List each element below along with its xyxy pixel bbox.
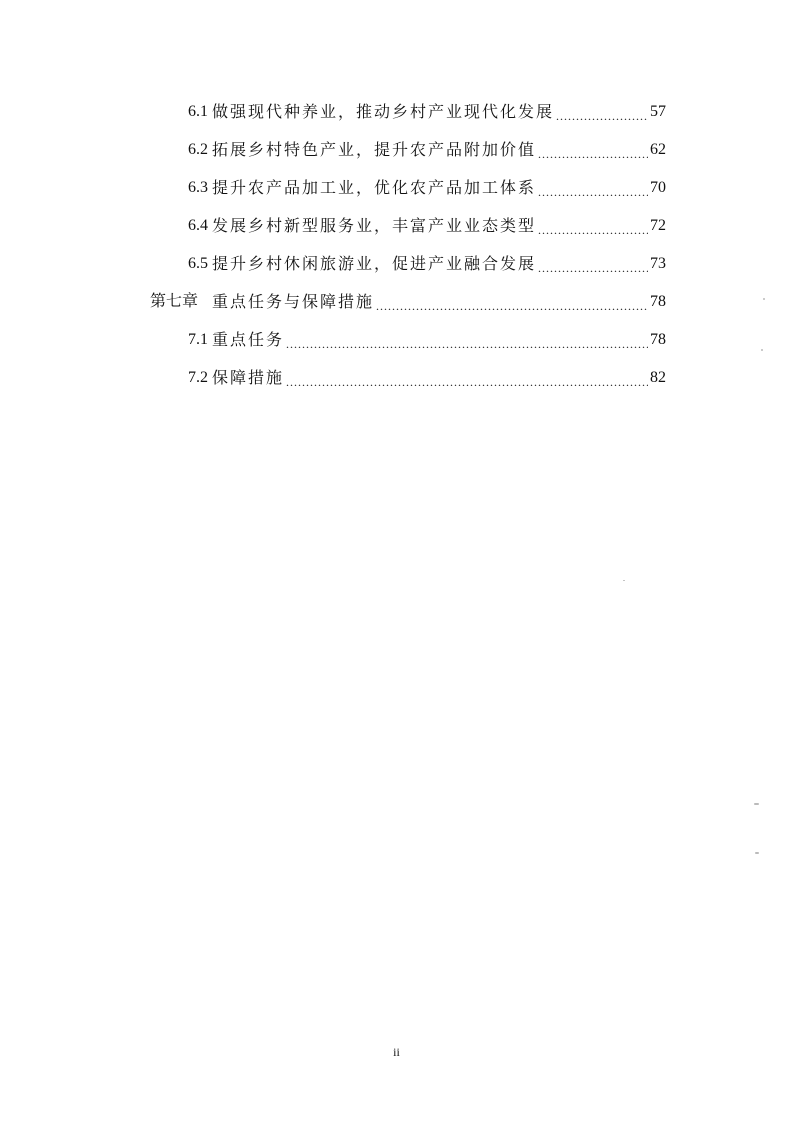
toc-entry-number: 7.1 xyxy=(188,331,208,348)
toc-entry-7-1[interactable] xyxy=(150,321,666,359)
toc-entry-page: 78 xyxy=(650,293,666,310)
toc-entry-title: 拓展乡村特色产业，提升农产品附加价值 xyxy=(212,140,537,159)
toc-entry-title: 保障措施 xyxy=(212,368,285,387)
scan-speck xyxy=(763,298,765,300)
toc-entry-title: 提升农产品加工业，优化农产品加工体系 xyxy=(212,178,537,197)
toc-dot-leader xyxy=(538,131,648,169)
toc-dot-leader xyxy=(538,245,648,283)
toc-dot-leader xyxy=(286,359,648,397)
toc-entry-page: 82 xyxy=(650,369,666,386)
toc-entry-6-5[interactable] xyxy=(150,245,666,283)
toc-entry-page: 73 xyxy=(650,255,666,272)
toc-entry-page: 62 xyxy=(650,141,666,158)
toc-entry-page: 70 xyxy=(650,179,666,196)
toc-entry-page: 57 xyxy=(650,103,666,120)
toc-entry-number: 7.2 xyxy=(188,369,208,386)
toc-entry-number: 6.5 xyxy=(188,255,208,272)
toc-entry-title: 重点任务 xyxy=(212,330,285,349)
scan-speck xyxy=(623,580,625,581)
toc-dot-leader xyxy=(538,169,648,207)
toc-entry-page: 72 xyxy=(650,217,666,234)
toc-entry-title: 重点任务与保障措施 xyxy=(212,292,375,311)
toc-entry-page: 78 xyxy=(650,331,666,348)
page-number: ii xyxy=(393,1045,400,1059)
toc-entry-6-1[interactable] xyxy=(150,93,666,131)
toc-dot-leader xyxy=(286,321,648,359)
scan-speck xyxy=(761,349,763,351)
toc-chapter-number: 第七章 xyxy=(150,293,199,310)
toc-entry-number: 6.3 xyxy=(188,179,208,196)
toc-entry-title: 提升乡村休闲旅游业，促进产业融合发展 xyxy=(212,254,537,273)
toc-entry-title: 发展乡村新型服务业，丰富产业业态类型 xyxy=(212,216,537,235)
table-of-contents xyxy=(150,93,666,397)
toc-entry-number: 6.2 xyxy=(188,141,208,158)
toc-entry-6-4[interactable] xyxy=(150,207,666,245)
toc-dot-leader xyxy=(376,283,648,321)
toc-entry-number: 6.4 xyxy=(188,217,208,234)
toc-entry-title: 做强现代种养业，推动乡村产业现代化发展 xyxy=(212,102,555,121)
toc-entry-6-2[interactable] xyxy=(150,131,666,169)
toc-entry-number: 6.1 xyxy=(188,103,208,120)
toc-entry-7-2[interactable] xyxy=(150,359,666,397)
scan-speck xyxy=(755,852,759,854)
scan-speck xyxy=(754,803,759,805)
toc-dot-leader xyxy=(538,207,648,245)
toc-entry-6-3[interactable] xyxy=(150,169,666,207)
toc-dot-leader xyxy=(556,93,648,131)
toc-entry-chapter-7[interactable] xyxy=(150,283,666,321)
